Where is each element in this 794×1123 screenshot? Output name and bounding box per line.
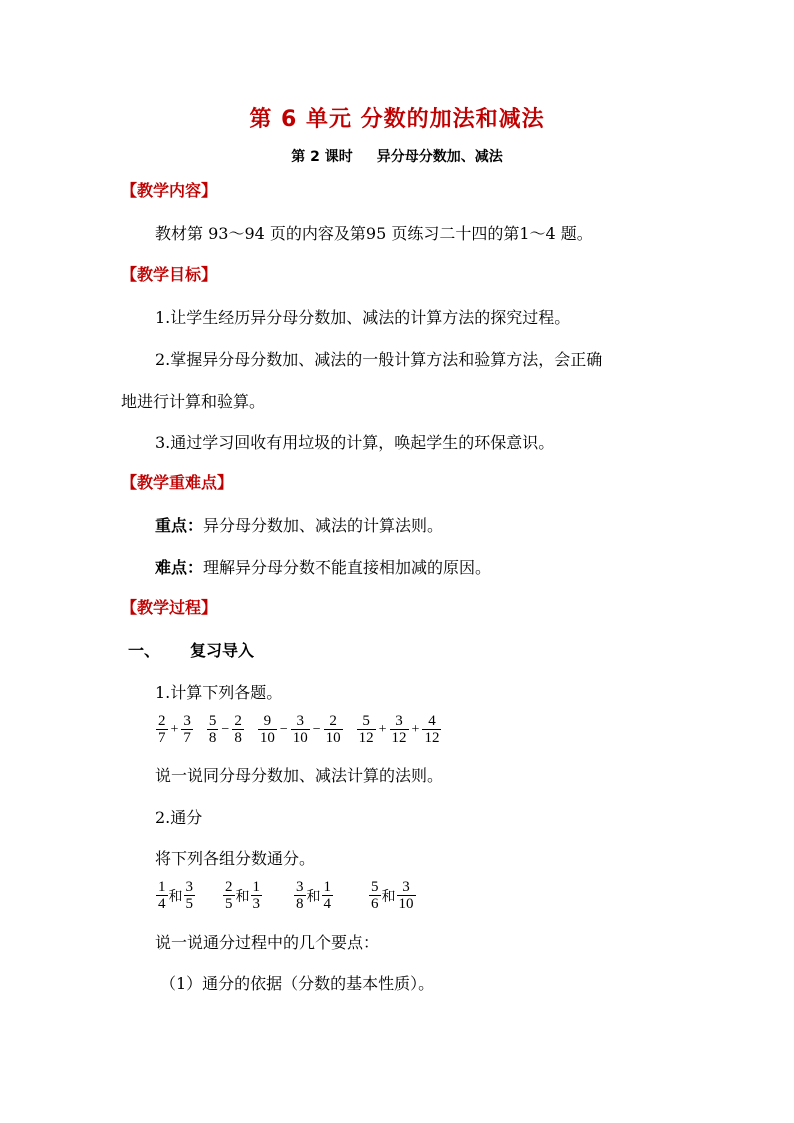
- fraction: $\frac{5}{6}$: [371, 879, 379, 912]
- fraction: $\frac{2}{8}$: [234, 713, 242, 746]
- plus-sign: +: [378, 721, 387, 737]
- fraction: $\frac{2}{10}$: [325, 713, 341, 746]
- exercise-2-row: [156, 879, 416, 912]
- lesson-subtitle: [0, 146, 794, 166]
- fraction: $\frac{3}{5}$: [185, 879, 193, 912]
- goal-1: 1.让学生经历异分母分数加、减法的计算方法的探究过程。: [155, 308, 571, 327]
- task-1-note: 说一说同分母分数加、减法计算的法则。: [155, 766, 444, 785]
- lesson-number: 第 2 课时: [291, 149, 353, 165]
- goals-heading: 【教学目标】: [121, 265, 218, 284]
- fraction: $\frac{1}{4}$: [158, 879, 166, 912]
- goal-3: 3.通过学习回收有用垃圾的计算，唤起学生的环保意识。: [155, 433, 555, 452]
- step-title: 复习导入: [190, 641, 255, 660]
- minus-sign: −: [279, 721, 288, 737]
- fraction: $\frac{9}{10}$: [259, 713, 275, 746]
- fraction: $\frac{3}{7}$: [183, 713, 191, 746]
- fraction: $\frac{2}{5}$: [225, 879, 233, 912]
- fraction: $\frac{3}{10}$: [292, 713, 308, 746]
- fraction-pair: [294, 879, 333, 912]
- step-heading: [128, 638, 254, 661]
- page-title: 第 6 单元 分数的加法和减法: [249, 107, 545, 132]
- content-text: 教材第 93～94 页的内容及第95 页练习二十四的第1～4 题。: [155, 224, 593, 243]
- goal-2-line-2: 地进行计算和验算。: [121, 392, 266, 411]
- task-2: 2.通分: [155, 808, 203, 827]
- exercise-1-row: [156, 713, 441, 746]
- task-1: 1.计算下列各题。: [155, 683, 283, 702]
- fraction-pair: [223, 879, 262, 912]
- plus-sign: +: [411, 721, 420, 737]
- fraction: $\frac{5}{12}$: [358, 713, 374, 746]
- fraction: $\frac{3}{8}$: [296, 879, 304, 912]
- connector-text: 和: [306, 888, 321, 905]
- task-2-text: 将下列各组分数通分。: [155, 849, 316, 868]
- difficult-point-text: 理解异分母分数不能直接相加减的原因。: [203, 558, 492, 577]
- fraction: $\frac{1}{4}$: [323, 879, 331, 912]
- process-heading: 【教学过程】: [121, 598, 218, 617]
- content-heading: 【教学内容】: [121, 181, 218, 200]
- connector-text: 和: [168, 888, 183, 905]
- lesson-topic: 异分母分数加、减法: [376, 149, 503, 165]
- key-point-text: 异分母分数加、减法的计算法则。: [203, 516, 444, 535]
- fraction: $\frac{3}{10}$: [398, 879, 414, 912]
- fraction: $\frac{2}{7}$: [158, 713, 166, 746]
- difficult-point-label: 难点：: [155, 558, 204, 577]
- task-2-note: 说一说通分过程中的几个要点：: [155, 933, 380, 952]
- connector-text: 和: [235, 888, 250, 905]
- fraction-pair: [369, 879, 416, 912]
- minus-sign: −: [221, 721, 230, 737]
- fraction: $\frac{5}{8}$: [208, 713, 217, 746]
- connector-text: 和: [381, 888, 396, 905]
- difficult-point: [155, 555, 491, 578]
- fraction: $\frac{1}{3}$: [252, 879, 260, 912]
- plus-sign: +: [170, 721, 179, 737]
- point-1: （1）通分的依据（分数的基本性质）。: [160, 974, 435, 993]
- goal-2-line-1: 2.掌握异分母分数加、减法的一般计算方法和验算方法，会正确: [155, 350, 603, 369]
- fraction: $\frac{3}{12}$: [391, 713, 407, 746]
- key-point-label: 重点：: [155, 516, 204, 535]
- minus-sign: −: [312, 721, 321, 737]
- fraction: $\frac{4}{12}$: [424, 713, 440, 746]
- key-point: [155, 513, 443, 536]
- fraction-pair: [156, 879, 195, 912]
- step-number: 一、: [128, 641, 161, 660]
- keypoints-heading: 【教学重难点】: [121, 473, 234, 492]
